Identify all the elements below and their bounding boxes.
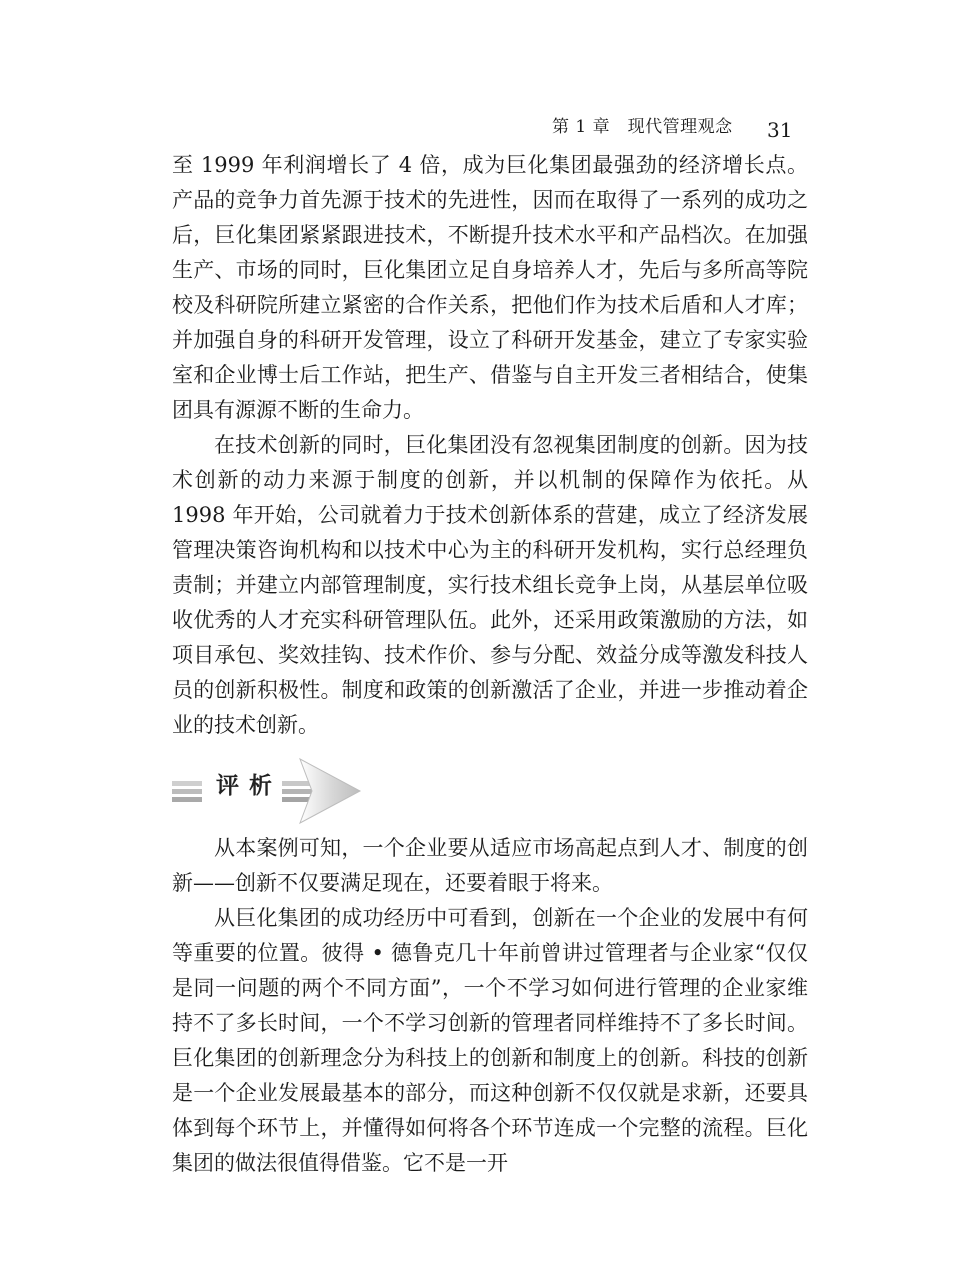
running-head: 第 1 章 现代管理观念 — [552, 117, 733, 137]
paragraph: 至 1999 年利润增长了 4 倍，成为巨化集团最强劲的经济增长点。产品的竞争力首先源于技术的先进性，因而在取得了一系列的成功之后，巨化集团紧紧跟进技术，不断提升技术水平和产品档次。在加强生产、市场的同时，巨化集团立足自身培养人才，先后与多所高等院校及科研院所建立紧密的合作关系，把他们作为技术后盾和人才库；并加强自身的科研开发管理，设立了科研开发基金，建立了专家实验室和企业博士后工作站，把生产、借鉴与自主开发三者相结合，使集团具有源源不断的生命力。 — [172, 153, 808, 422]
paragraph: 在技术创新的同时，巨化集团没有忽视集团制度的创新。因为技术创新的动力来源于制度的创新，并以机制的保障作为依托。从 1998 年开始，公司就着力于技术创新体系的营建，成立了经济发展管理决策咨询机构和以技术中心为主的科研开发机构，实行总经理负责制；并建立内部管理制度，实行技术组长竞争上岗，从基层单位吸收优秀的人才充实科研管理队伍。此外，还采用政策激励的方法，如项目承包、奖效挂钩、技术作价、参与分配、效益分成等激发科技人员的创新积极性。制度和政策的创新激活了企业，并进一步推动着企业的技术创新。 — [172, 433, 808, 737]
section-banner-analysis — [172, 743, 808, 829]
page-header — [0, 108, 979, 148]
paragraph: 从巨化集团的成功经历中可看到，创新在一个企业的发展中有何等重要的位置。彼得 • 德鲁克几十年前曾讲过管理者与企业家“仅仅是同一问题的两个不同方面”，一个不学习如何进行管理的企业家维持不了多长时间，一个不学习创新的管理者同样维持不了多长时间。巨化集团的创新理念分为科技上的创新和制度上的创新。科技的创新是一个企业发展最基本的部分，而这种创新不仅仅就是求新，还要具体到每个环节上，并懂得如何将各个环节连成一个完整的流程。巨化集团的做法很值得借鉴。它不是一开 — [172, 906, 808, 1175]
body-text — [172, 148, 808, 1181]
page-number: 31 — [767, 118, 793, 142]
paragraph: 从本案例可知，一个企业要从适应市场高起点到人才、制度的创新——创新不仅要满足现在，还要着眼于将来。 — [172, 836, 808, 895]
section-title: 评析 — [216, 773, 282, 799]
